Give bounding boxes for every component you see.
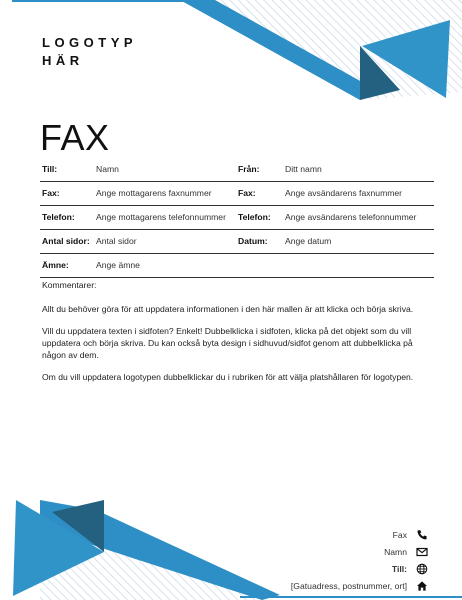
- pages-field[interactable]: Antal sidor: [96, 236, 137, 246]
- from-field[interactable]: Ditt namn: [285, 164, 322, 174]
- form-row-subject: [40, 254, 434, 278]
- footer-thin-line: [240, 596, 462, 598]
- pages-label: Antal sidor:: [42, 236, 90, 246]
- form-row-to: [40, 158, 434, 182]
- form-row-phone: [40, 206, 434, 230]
- to-field[interactable]: Namn: [96, 164, 119, 174]
- comment-paragraph: Vill du uppdatera texten i sidfoten? Enkelt! Dubbelklicka i sidfoten, klicka på det objekt som du vill uppdatera och börja skriva. Du kan också byta design i sidhuvud/sidfot genom att dubbelklicka på någon av dem.: [42, 326, 413, 360]
- page-title: FAX: [40, 117, 110, 158]
- logo-line-1: LOGOTYP: [42, 35, 138, 50]
- footer-address-row: [291, 577, 428, 594]
- fax-form: [40, 158, 434, 278]
- form-row-pages: [40, 230, 434, 254]
- subject-label: Ämne:: [42, 260, 69, 270]
- envelope-icon: [416, 546, 428, 558]
- sender-fax-field[interactable]: Ange avsändarens faxnummer: [285, 188, 403, 198]
- to-label: Till:: [42, 164, 58, 174]
- comments-body[interactable]: [42, 303, 417, 393]
- date-field[interactable]: Ange datum: [285, 236, 332, 246]
- globe-icon: [416, 563, 428, 575]
- subject-field[interactable]: Ange ämne: [96, 260, 140, 270]
- comment-paragraph: Om du vill uppdatera logotypen dubbelklickar du i rubriken för att välja platshållaren för logotypen.: [42, 372, 414, 382]
- recipient-fax-field[interactable]: Ange mottagarens faxnummer: [96, 188, 212, 198]
- footer-name-text[interactable]: Namn: [384, 546, 407, 557]
- footer-contact: [291, 526, 428, 594]
- from-label: Från:: [238, 164, 260, 174]
- date-label: Datum:: [238, 236, 268, 246]
- footer-fax-row: [291, 526, 428, 543]
- sender-phone-label: Telefon:: [238, 212, 271, 222]
- comment-paragraph: Allt du behöver göra för att uppdatera informationen i den här mallen är att klicka och börja skriva.: [42, 304, 414, 314]
- recipient-phone-label: Telefon:: [42, 212, 75, 222]
- phone-icon: [416, 529, 428, 541]
- footer-fax-text[interactable]: Fax: [392, 529, 407, 540]
- recipient-fax-label: Fax:: [42, 188, 60, 198]
- comments-label: Kommentarer:: [42, 280, 97, 290]
- sender-phone-field[interactable]: Ange avsändarens telefonnummer: [285, 212, 417, 222]
- recipient-phone-field[interactable]: Ange mottagarens telefonnummer: [96, 212, 226, 222]
- logo-line-2: HÄR: [42, 53, 84, 68]
- form-row-fax: [40, 182, 434, 206]
- footer-name-row: [291, 543, 428, 560]
- footer-till-row: [291, 560, 428, 577]
- sender-fax-label: Fax:: [238, 188, 256, 198]
- header-thin-line: [12, 0, 200, 2]
- footer-till-text[interactable]: Till:: [391, 563, 407, 574]
- home-icon: [416, 580, 428, 592]
- footer-address-text[interactable]: [Gatuadress, postnummer, ort]: [290, 580, 407, 591]
- logo-placeholder[interactable]: [42, 34, 137, 70]
